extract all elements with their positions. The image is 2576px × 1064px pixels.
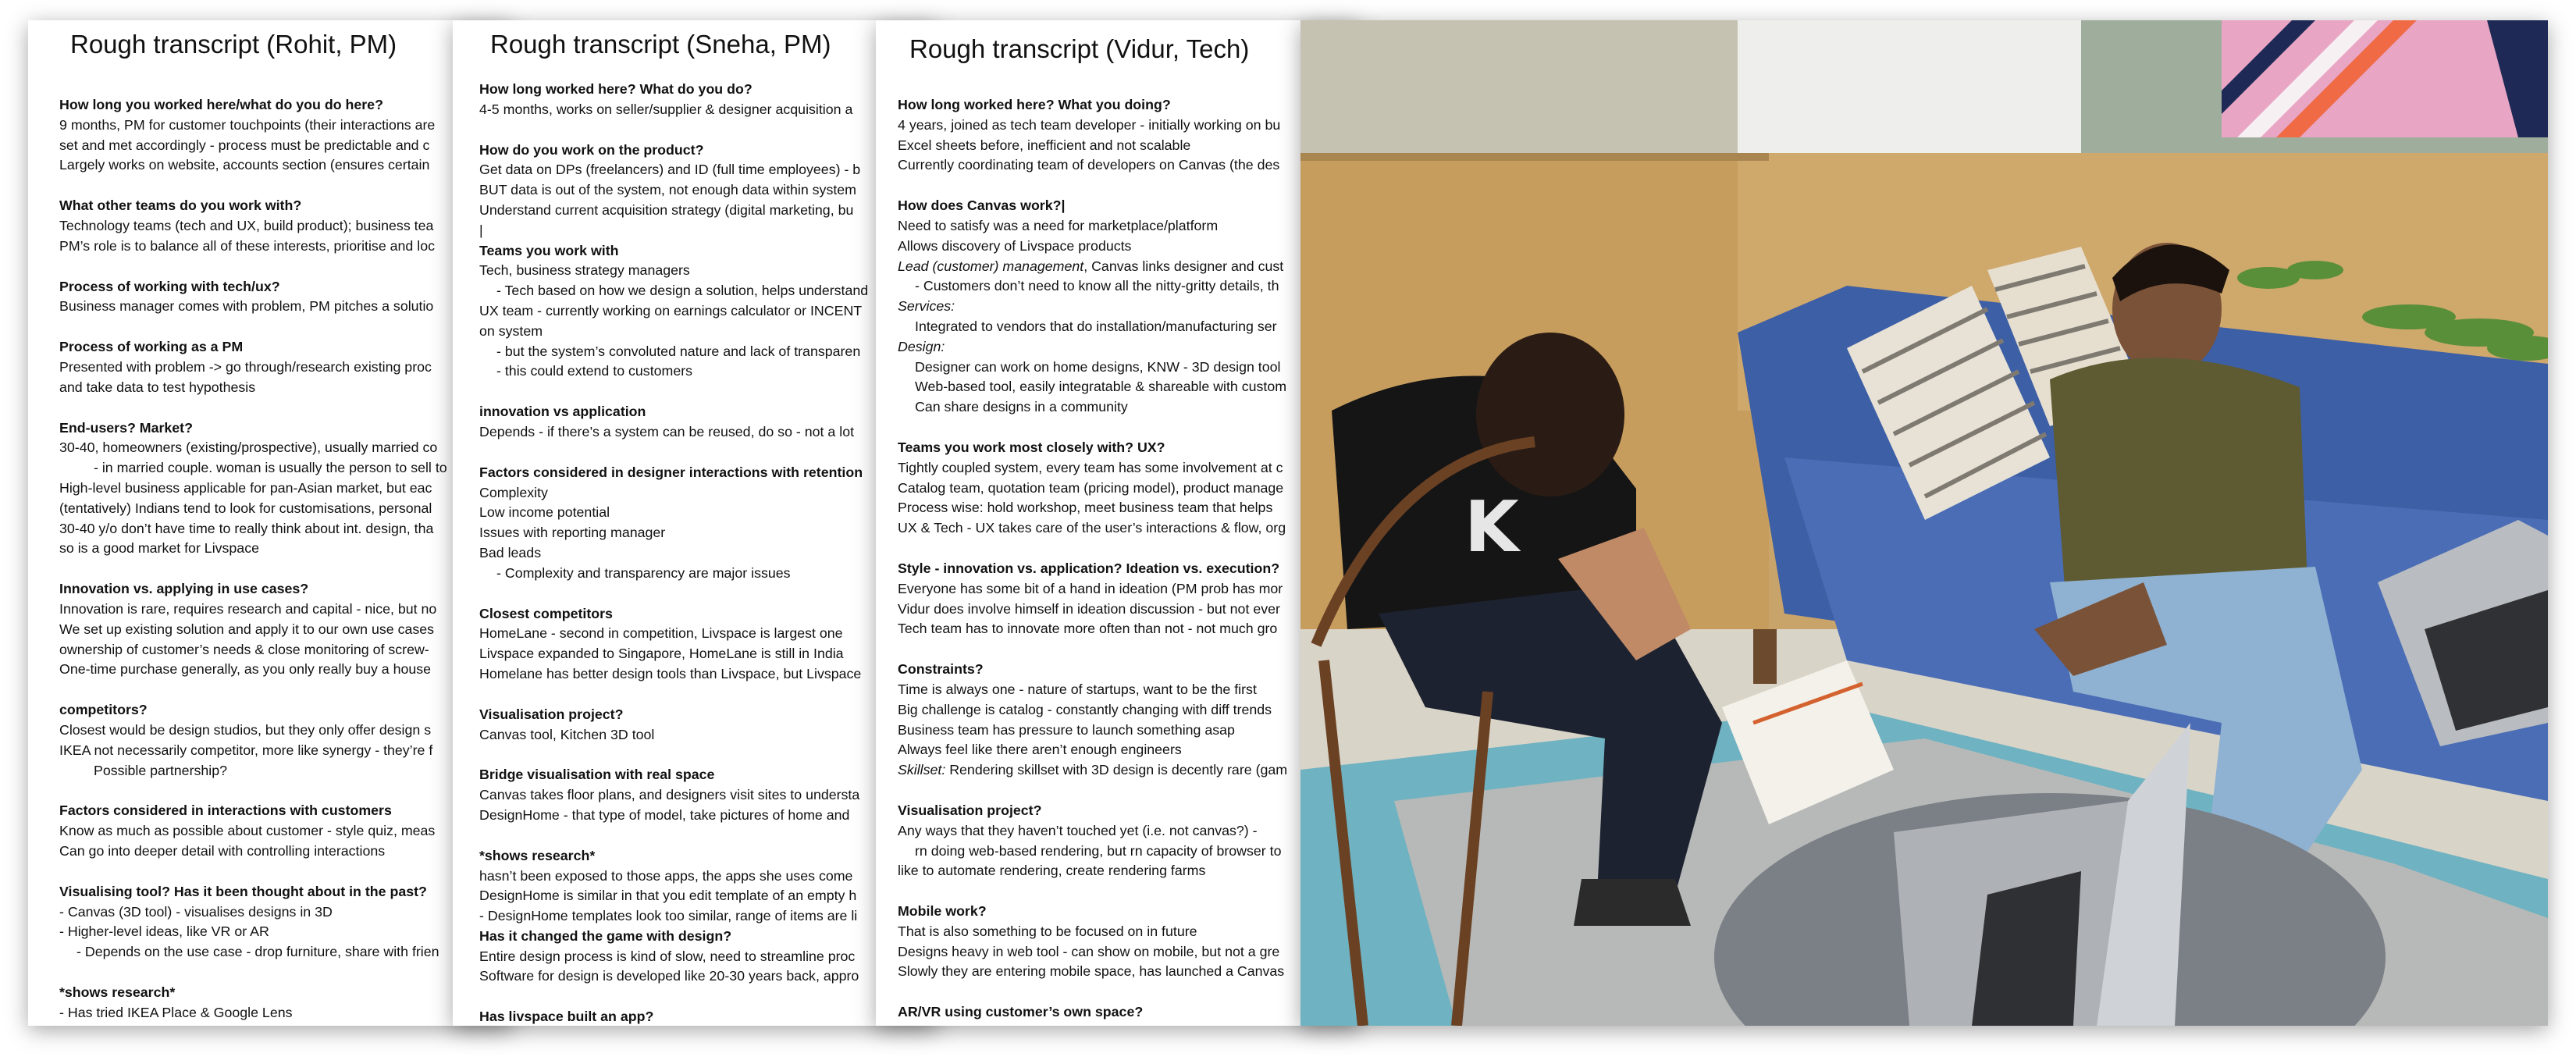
line-text: Rendering skillset with 3D design is decently rare (gam [945,762,1288,778]
transcript-line: and take data to test hypothesis [59,379,256,395]
transcript-line: 4 years, joined as tech team developer - initially working on bu [898,116,1281,133]
transcript-line: hasn’t been exposed to those apps, the apps she uses come [479,867,853,884]
transcript-line: UX team - currently working on earnings calculator or INCENT [479,302,863,318]
transcript-question: End-users? Market? [59,419,193,436]
transcript-line: Understand current acquisition strategy (digital marketing, bu [479,201,854,218]
line-gap [898,418,1360,438]
transcript-line: - this could extend to customers [496,363,693,379]
transcript-line: Currently coordinating team of developers on Canvas (the des [898,157,1280,173]
transcript-question: Has it changed the game with design? [479,927,732,944]
transcript-line: 4-5 months, works on seller/supplier & designer acquisition a [479,101,853,117]
transcript-question: *shows research* [59,984,176,1000]
transcript-line: Low income potential [479,504,610,521]
transcript-line: Always feel like there aren’t enough engineers [898,742,1182,758]
transcript-line: Slowly they are entering mobile space, has launched a Canvas [898,963,1285,980]
interview-photo [1300,20,2548,1026]
transcript-question: Process of working as a PM [59,339,244,355]
transcript-line: Can go into deeper detail with controlling interactions [59,842,386,859]
transcript-line: - Complexity and transparency are major issues [496,564,791,581]
transcript-question: Process of working with tech/ux? [59,278,280,294]
line-gap [898,176,1360,196]
transcript-line: Integrated to vendors that do installation/manufacturing ser [915,318,1277,334]
transcript-line: 9 months, PM for customer touchpoints (their interactions are [59,116,436,133]
transcript-line: Vidur does involve himself in ideation discussion - but not ever [898,600,1280,617]
transcript-title: Rough transcript (Vidur, Tech) [909,34,1250,63]
line-gap [59,781,512,801]
transcript-line: Design: [898,338,945,354]
transcript-question: Visualising tool? Has it been thought about in the past? [59,883,427,899]
transcript-line [898,760,1360,781]
transcript-line: DesignHome is similar in that you edit template of an empty h [479,888,857,904]
transcript-line: That is also something to be focused on in future [898,923,1197,939]
line-gap [59,559,512,579]
transcript-question: How long you worked here/what do you do here? [59,97,383,112]
transcript-line: Excel sheets before, inefficient and not scalable [898,137,1191,153]
transcript-question: Has livspace built an app? [479,1009,654,1025]
transcript-line: Bad leads [479,544,542,560]
transcript-line: ownership of customer’s needs & close monitoring of screw- [59,641,429,657]
italic-label: Skillset: [898,762,946,778]
transcript-line: Possible partnership? [94,762,227,778]
transcript-line: Homelane has better design tools than Livspace, but Livspace [479,665,862,681]
transcript-line: Livspace expanded to Singapore, HomeLane is still in India [479,646,844,662]
transcript-question: Style - innovation vs. application? Ideation vs. execution? [898,560,1280,576]
transcript-line: Innovation is rare, requires research and capital - nice, but no [59,600,437,617]
line-gap [479,584,937,604]
transcript-title: Rough transcript (Rohit, PM) [70,30,397,59]
transcript-line: BUT data is out of the system, not enough data within system [479,182,856,198]
transcript-line: Any ways that they haven’t touched yet (i.e. not canvas?) - [898,822,1258,838]
line-gap [479,382,937,402]
transcript-line: We set up existing solution and apply it to our own use cases [59,621,435,637]
line-gap [898,982,1360,1002]
transcript-line: Complexity [479,484,548,500]
transcript-line: - Customers don’t need to know all the nitty-gritty details, th [915,278,1279,294]
transcript-line: One-time purchase generally, as you only really buy a house [59,661,432,678]
transcript-question: *shows research* [479,847,596,863]
transcript-question: What other teams do you work with? [59,197,302,214]
transcript-page-vidur [876,20,1360,1026]
transcript-question: innovation vs application [479,404,646,420]
line-gap [898,881,1360,902]
transcript-line: Tightly coupled system, every team has some involvement at c [898,459,1283,475]
transcript-line: Canvas tool, Kitchen 3D tool [479,726,655,742]
transcript-line: IKEA not necessarily competitor, more like synergy - they’re f [59,742,433,758]
transcript-line: DesignHome - that type of model, take pictures of home and [479,806,850,823]
transcript-line: - Higher-level ideas, like VR or AR [59,923,269,940]
transcript-line: Depends - if there’s a system can be reused, do so - not a lot [479,423,855,439]
transcript-question: Teams you work most closely with? UX? [898,439,1165,455]
transcript-line: 30-40 y/o don’t have time to really think about int. design, tha [59,520,434,536]
line-gap [59,862,512,882]
transcript-line: Web-based tool, easily integratable & shareable with custom [915,379,1287,395]
transcript-line: rn doing web-based rendering, but rn capacity of browser to [915,842,1282,859]
transcript-line: set and met accordingly - process must be predictable and c [59,137,430,153]
transcript-line: Can share designs in a community [915,399,1128,415]
transcript-question: How long worked here? What you doing? [898,97,1171,112]
transcript-line: Designer can work on home designs, KNW - 3D design tool [915,358,1281,375]
line-gap [479,745,937,765]
transcript-line: - Tech based on how we design a solution, helps understand [496,283,869,299]
italic-label: Lead (customer) management [898,258,1084,274]
transcript-line: Software for design is developed like 20-30 years back, appro [479,968,859,984]
wall-art [2222,20,2548,137]
transcript-line: Largely works on website, accounts section (ensures certain [59,157,430,173]
transcript-line [898,257,1360,277]
transcript-page-rohit [28,20,512,1026]
transcript-line: so is a good market for Livspace [59,540,259,557]
transcript-body [898,95,1360,1023]
transcript-line: on system [479,322,543,339]
transcript-question: Closest competitors [479,605,613,621]
transcript-line: Closest would be design studios, but they only offer design s [59,721,432,738]
transcript-line: Catalog team, quotation team (pricing model), product manage [898,479,1284,496]
transcript-line: Big challenge is catalog - constantly changing with diff trends [898,701,1272,717]
line-gap [59,317,512,337]
line-gap [898,639,1360,660]
transcript-question: Visualisation project? [479,706,624,722]
transcript-line: Know as much as possible about customer - style quiz, meas [59,823,436,839]
transcript-body [479,80,937,1026]
transcript-question: How do you work on the product? [479,141,704,158]
transcript-line: like to automate rendering, create rendering farms [898,863,1206,879]
transcript-line: HomeLane - second in competition, Livspace is largest one [479,625,843,642]
transcript-line: (tentatively) Indians tend to look for customisations, personal [59,500,432,516]
shirt-print: K [1464,486,1519,568]
line-gap [479,443,937,463]
transcript-line: - DesignHome templates look too similar, range of items are li [479,908,858,924]
transcript-line: Time is always one - nature of startups, want to be the first [898,681,1257,697]
transcript-question: Innovation vs. applying in use cases? [59,581,309,597]
line-gap [59,257,512,277]
line-gap [59,398,512,418]
transcript-question: Factors considered in interactions with customers [59,802,392,819]
transcript-line: Process wise: hold workshop, meet business team that helps [898,500,1273,516]
transcript-line: Get data on DPs (freelancers) and ID (full time employees) - b [479,162,861,178]
line-gap [59,963,512,983]
transcript-question: Visualisation project? [898,802,1042,818]
line-gap [898,781,1360,801]
transcript-title: Rough transcript (Sneha, PM) [490,30,831,59]
transcript-line: - but the system’s convoluted nature and lack of transparen [496,343,861,359]
transcript-line: Allows discovery of Livspace products [898,237,1132,254]
transcript-line: Entire design process is kind of slow, need to streamline proc [479,948,856,964]
transcript-line: - in married couple. woman is usually the person to sell to [94,460,447,476]
transcript-line: Business team has pressure to launch something asap [898,721,1235,738]
transcript-line: Everyone has some bit of a hand in ideation (PM prob has mor [898,580,1283,596]
transcript-line: - Depends on the use case - drop furniture, share with frien [76,944,439,960]
transcript-line: High-level business applicable for pan-Asian market, but eac [59,479,432,496]
transcript-line: | [479,222,483,238]
transcript-line: Business manager comes with problem, PM pitches a solutio [59,298,434,315]
transcript-question: How long worked here? What do you do? [479,81,753,97]
transcript-question: Factors considered in designer interactions with retention [479,464,863,480]
line-gap [479,120,937,141]
transcript-line: Services: [898,298,955,315]
line-gap [59,176,512,196]
line-gap [479,987,937,1007]
transcript-line: Canvas takes floor plans, and designers visit sites to understa [479,787,860,803]
line-text: , Canvas links designer and cust [1083,258,1284,274]
transcript-body [59,95,512,1023]
transcript-question: AR/VR using customer’s own space? [898,1004,1144,1020]
transcript-line: Tech, business strategy managers [479,262,690,279]
transcript-question: Bridge visualisation with real space [479,767,715,783]
line-gap [479,685,937,705]
transcript-question: Mobile work? [898,903,987,920]
line-gap [479,826,937,846]
transcript-line: Tech team has to innovate more often than not - not much gro [898,621,1278,637]
transcript-line: Technology teams (tech and UX, build product); business tea [59,217,434,233]
transcript-question: Constraints? [898,661,984,678]
line-gap [59,680,512,700]
transcript-line: Issues with reporting manager [479,525,666,541]
transcript-line: UX & Tech - UX takes care of the user’s interactions & flow, org [898,520,1286,536]
transcript-line: - Has tried IKEA Place & Google Lens [59,1004,293,1020]
transcript-line: Presented with problem -> go through/research existing proc [59,358,432,375]
transcript-line: 30-40, homeowners (existing/prospective), usually married co [59,439,438,456]
transcript-question: How does Canvas work?| [898,197,1066,214]
transcript-line: Designs heavy in web tool - can show on mobile, but not a gre [898,943,1280,959]
transcript-question: Teams you work with [479,242,619,258]
transcript-line: PM’s role is to balance all of these interests, prioritise and loc [59,237,435,254]
transcript-line: Need to satisfy was a need for marketplace/platform [898,217,1219,233]
line-gap [898,539,1360,559]
transcript-line: - Canvas (3D tool) - visualises designs in 3D [59,903,333,920]
transcript-question: competitors? [59,702,148,718]
transcript-page-sneha [453,20,937,1026]
